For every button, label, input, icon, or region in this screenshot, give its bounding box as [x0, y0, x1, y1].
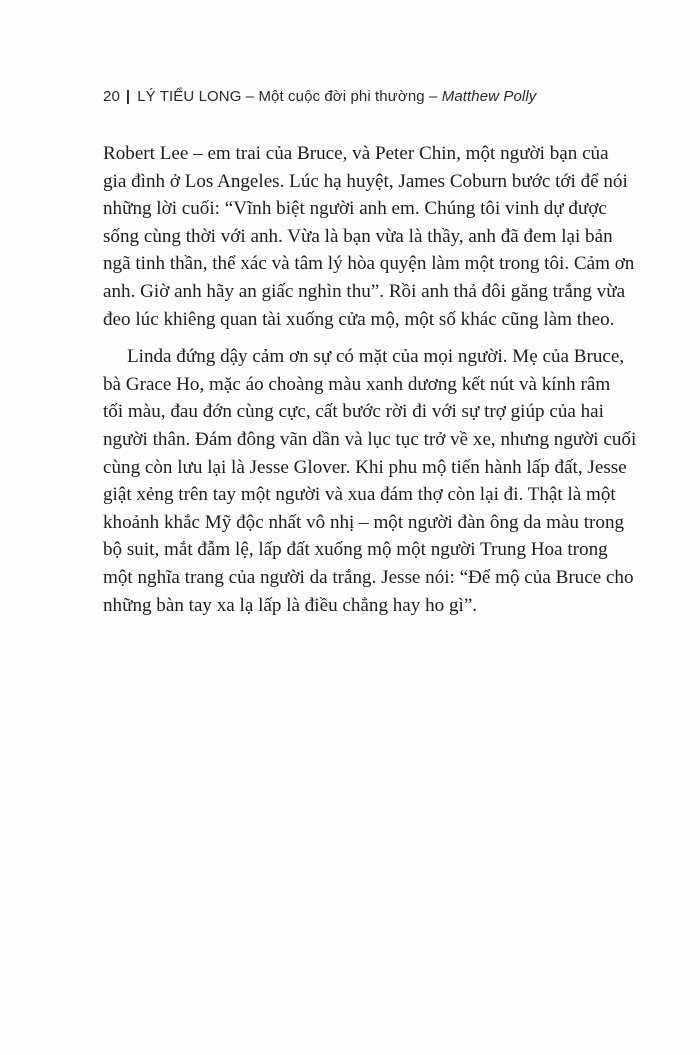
page-number: 20 [103, 88, 120, 105]
paragraph [103, 140, 635, 333]
book-title: LÝ TIỂU LONG – Một cuộc đời phi thường – [137, 88, 438, 105]
text-line: anh. Giờ anh hãy an giấc nghìn thu”. Rồi anh thả đôi găng trắng vừa [103, 280, 626, 302]
text-line: sống cùng thời với anh. Vừa là bạn vừa là thầy, anh đã đem lại bản [103, 225, 613, 247]
running-header [103, 88, 536, 105]
text-line: những bàn tay xa lạ lấp là điều chẳng hay ho gì”. [103, 594, 478, 616]
text-line: bà Grace Ho, mặc áo choàng màu xanh dương kết nút và kính râm [103, 373, 611, 395]
text-line: những lời cuối: “Vĩnh biệt người anh em. Chúng tôi vinh dự được [103, 198, 607, 220]
text-line: người thân. Đám đông vãn dần và lục tục trở về xe, nhưng người cuối [103, 428, 637, 450]
header-separator: | [125, 88, 131, 105]
author-name: Matthew Polly [441, 88, 537, 105]
text-line: cùng còn lưu lại là Jesse Glover. Khi phu mộ tiến hành lấp đất, Jesse [103, 456, 627, 478]
text-line: bộ suit, mắt đẫm lệ, lấp đất xuống mộ một người Trung Hoa trong [103, 539, 608, 561]
text-line: một nghĩa trang của người da trắng. Jesse nói: “Để mộ của Bruce cho [103, 566, 634, 588]
text-line: Linda đứng dậy cảm ơn sự có mặt của mọi người. Mẹ của Bruce, [127, 346, 625, 368]
text-line: giật xẻng trên tay một người và xua đám thợ còn lại đi. Thật là một [103, 484, 616, 506]
text-line: Robert Lee – em trai của Bruce, và Peter Chin, một người bạn của [103, 143, 609, 164]
text-line: đeo lúc khiêng quan tài xuống cửa mộ, một số khác cũng làm theo. [103, 308, 615, 330]
text-line: tối màu, đau đớn cùng cực, cất bước rời đi với sự trợ giúp của hai [103, 401, 604, 423]
text-line: khoảnh khắc Mỹ độc nhất vô nhị – một người đàn ông da màu trong [103, 511, 625, 533]
body-text [103, 140, 637, 619]
text-line: gia đình ở Los Angeles. Lúc hạ huyệt, James Coburn bước tới để nói [103, 170, 628, 192]
text-line: ngã tinh thần, thể xác và tâm lý hòa quyện làm một trong tôi. Cảm ơn [103, 253, 635, 275]
paragraph [103, 343, 637, 619]
